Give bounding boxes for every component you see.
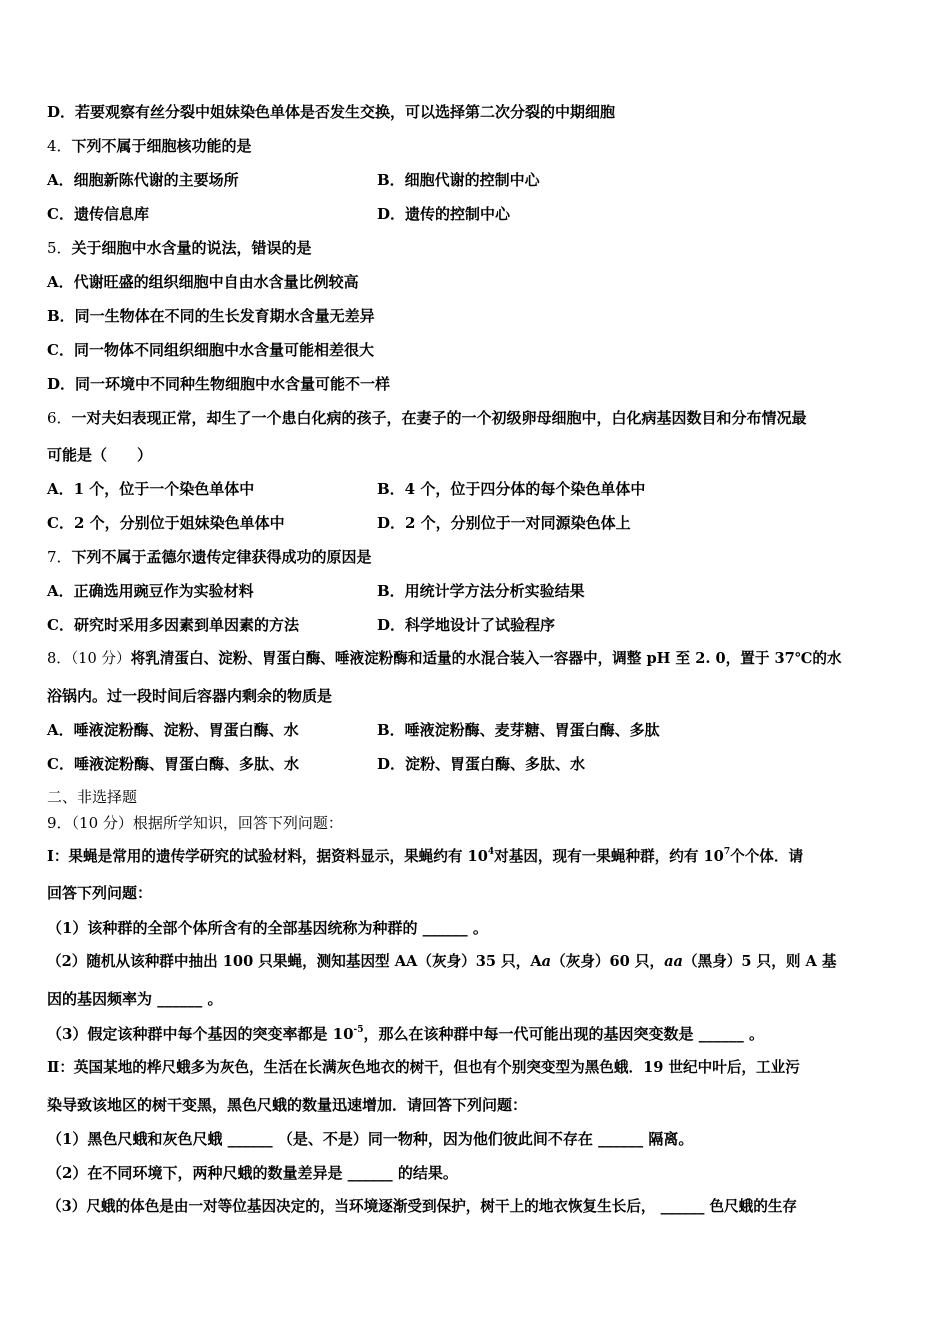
q9-part1-q3-b: ，那么在该种群中每一代可能出现的基因突变数是 ______ 。 (363, 1025, 764, 1043)
q6-stem (47, 408, 807, 428)
q9-part1-q3 (47, 1024, 764, 1044)
q9-part1-q2 (47, 952, 837, 972)
q8-stem-line2: 浴锅内。过一段时间后容器内剩余的物质是 (47, 687, 333, 705)
q8-option-c: C．唾液淀粉酶、胃蛋白酶、多肽、水 (47, 755, 299, 773)
q4-option-c: C．遗传信息库 (47, 205, 149, 223)
q5-stem (47, 238, 312, 258)
q8-option-a: A．唾液淀粉酶、淀粉、胃蛋白酶、水 (47, 721, 299, 739)
q9-part1-text-a: ：果蝇是常用的遗传学研究的试验材料，据资料显示，果蝇约有 10 (53, 848, 488, 865)
q8-stem-line1: 将乳清蛋白、淀粉、胃蛋白酶、唾液淀粉酶和适量的水混合装入一容器中，调整 pH 至 2. 0，置于 37℃的水 (130, 650, 842, 667)
q8-option-b: B．唾液淀粉酶、麦芽糖、胃蛋白酶、多肽 (377, 721, 660, 739)
q5-option-c: C．同一物体不同组织细胞中水含量可能相差很大 (47, 341, 374, 359)
q4-stem (47, 136, 252, 156)
q4-number: 4． (47, 137, 72, 155)
q9-part2-text-a: ：英国某地的桦尺蛾多为灰色，生活在长满灰色地衣的树干，但也有个别突变型为黑色蛾．19 世纪中叶后，工业污 (59, 1059, 800, 1076)
q9-part1-q2-d: aa (664, 953, 684, 970)
q6-option-b: B．4 个，位于四分体的每个染色单体中 (377, 480, 646, 498)
q9-part1-q3-a: （3）假定该种群中每个基因的突变率都是 10 (47, 1025, 354, 1043)
q9-part1-text-c: 个个体．请 (730, 848, 804, 865)
q9-part2-label: Ⅱ (47, 1059, 60, 1076)
q9-part1-q1: （1）该种群的全部个体所含有的全部基因统称为种群的 ______ 。 (47, 919, 488, 937)
q9-stem-text: 根据所学知识，回答下列问题： (132, 814, 343, 832)
q4-option-a: A．细胞新陈代谢的主要场所 (47, 171, 239, 189)
q5-option-a: A．代谢旺盛的组织细胞中自由水含量比例较高 (47, 273, 359, 291)
q9-part2-intro-line2: 染导致该地区的树干变黑，黑色尺蛾的数量迅速增加．请回答下列问题： (47, 1096, 528, 1114)
q8-number: 8．（10 分） (47, 650, 131, 667)
q5-option-b: B．同一生物体在不同的生长发育期水含量无差异 (47, 307, 375, 325)
q7-stem (47, 547, 372, 567)
q6-stem-line1: 一对夫妇表现正常，却生了一个患白化病的孩子，在妻子的一个初级卵母细胞中，白化病基因数目和分布情况最 (71, 409, 807, 427)
q8-stem (47, 649, 842, 669)
q7-option-b: B．用统计学方法分析实验结果 (377, 582, 585, 600)
q7-option-d: D．科学地设计了试验程序 (377, 616, 556, 634)
section-heading: 二、非选择题 (47, 788, 138, 806)
q9-part2-q3: （3）尺蛾的体色是由一对等位基因决定的，当环境逐渐受到保护，树干上的地衣恢复生长后， ______ 色尺蛾的生存 (47, 1198, 798, 1215)
q7-number: 7． (47, 548, 72, 566)
q4-option-b: B．细胞代谢的控制中心 (377, 171, 540, 189)
q7-stem-text: 下列不属于孟德尔遗传定律获得成功的原因是 (71, 548, 372, 566)
q9-part1-q2-e: （黑身）5 只，则 A 基 (683, 953, 837, 970)
q9-part1-text-b: 对基因，现有一果蝇种群，约有 10 (494, 848, 724, 865)
q3-option-d: D．若要观察有丝分裂中姐妹染色单体是否发生交换，可以选择第二次分裂的中期细胞 (47, 103, 616, 121)
q9-part1-q2-a: （2）随机从该种群中抽出 100 只果蝇，测知基因型 AA（灰身）35 只，A (47, 953, 542, 970)
q9-stem (47, 813, 343, 833)
q9-part1-q2-c: （灰身）60 只， (551, 953, 665, 970)
q9-part2-intro (47, 1058, 800, 1078)
q6-stem-line2: 可能是（ ） (47, 446, 153, 464)
q9-part1-label: Ⅰ (47, 848, 54, 865)
q8-option-d: D．淀粉、胃蛋白酶、多肽、水 (377, 755, 586, 773)
q7-option-c: C．研究时采用多因素到单因素的方法 (47, 616, 299, 634)
q9-part1-q3-sup: -5 (353, 1025, 364, 1035)
q5-number: 5． (47, 239, 72, 257)
q7-option-a: A．正确选用豌豆作为实验材料 (47, 582, 254, 600)
q6-option-d: D．2 个，分别位于一对同源染色体上 (377, 514, 631, 532)
q9-part2-q1: （1）黑色尺蛾和灰色尺蛾 ______ （是、不是）同一物种，因为他们彼此间不存在 ______ 隔离。 (47, 1130, 694, 1148)
q6-option-c: C．2 个，分别位于姐妹染色单体中 (47, 514, 285, 532)
q9-part1-sup2: 7 (723, 847, 731, 858)
q9-number: 9．（10 分） (47, 814, 133, 832)
q9-part2-q2: （2）在不同环境下，两种尺蛾的数量差异是 ______ 的结果。 (47, 1164, 458, 1182)
q5-stem-text: 关于细胞中水含量的说法，错误的是 (71, 239, 312, 257)
q6-number: 6． (47, 409, 72, 427)
q9-part1-intro (47, 847, 803, 867)
q6-option-a: A．1 个，位于一个染色单体中 (47, 480, 255, 498)
q9-part1-sup1: 4 (487, 847, 495, 858)
q9-part1-q2-b: a (541, 953, 552, 970)
q5-option-d: D．同一环境中不同种生物细胞中水含量可能不一样 (47, 375, 391, 393)
q9-part1-q2-line2: 因的基因频率为 ______ 。 (47, 990, 223, 1008)
q9-part1-intro-line2: 回答下列问题： (47, 884, 153, 902)
q4-stem-text: 下列不属于细胞核功能的是 (71, 137, 252, 155)
q4-option-d: D．遗传的控制中心 (377, 205, 511, 223)
